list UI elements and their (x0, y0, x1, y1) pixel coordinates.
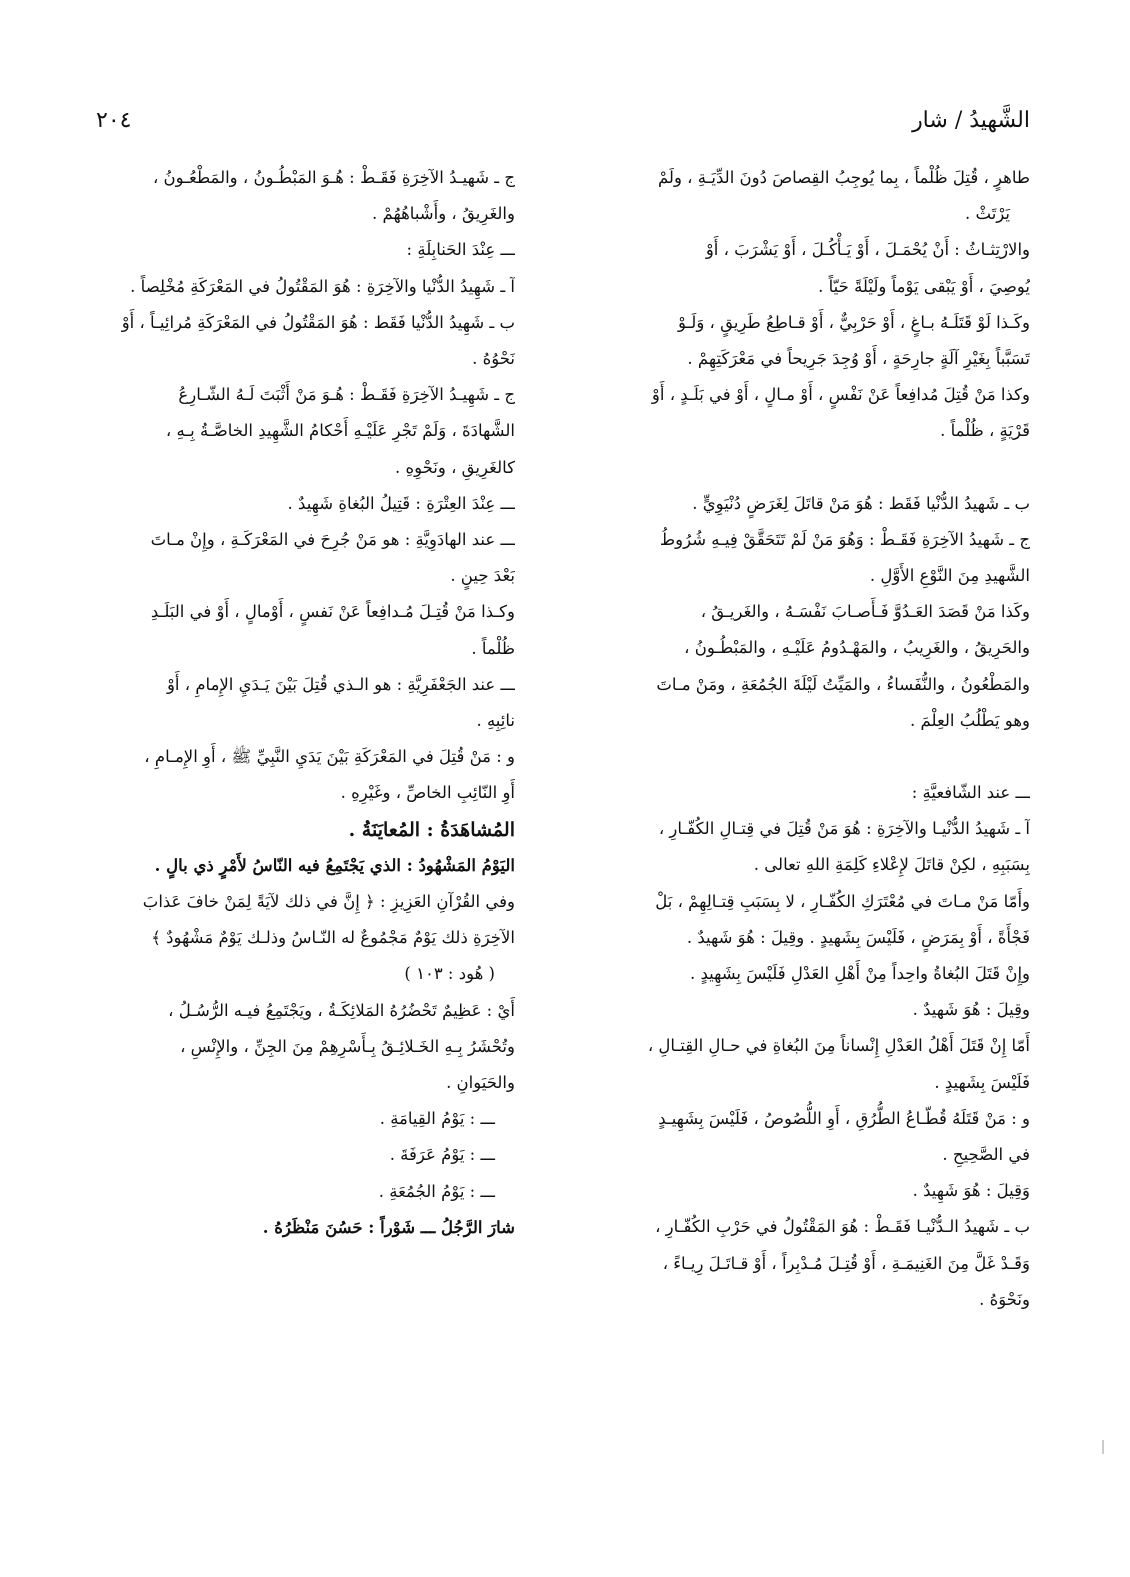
text-line: آ ـ شَهِيدُ الدُّنْيا والآخِرَةِ : هُوَ المَقْتُولُ في المَعْرَكَةِ مُخْلِصاً . (130, 276, 515, 296)
section-heading: ـــ عِنْدَ العِتْرَةِ : قَتِيلُ البُغاةِ شَهِيدٌ . (287, 493, 515, 513)
text-line: وتُحْشَرُ بِـهِ الخَـلائِـقُ بِـأَسْرِهِمْ مِنَ الجِنِّ ، والإِنْسِ ، (180, 1036, 515, 1056)
section-heading: ـــ عند الجَعْفَرِيَّةِ : هو الـذي قُتِلَ بَيْنَ يَـدَيِ الإِمامِ ، أَوْ (166, 674, 515, 694)
section-heading: ـــ عند الهادَوِيَّةِ : هو مَنْ جُرِحَ في المَعْرَكَـةِ ، وإِنْ مـاتَ (150, 530, 515, 550)
text-line: وكَـذا لَوْ قَتَلَـهُ بـاغٍ ، أَوْ حَرْبِيٌّ ، أَوْ قـاطِعُ طَرِيقٍ ، وَلَـوْ (677, 312, 1030, 332)
right-column (575, 160, 1030, 1318)
text-line: قَرْيَةٍ ، ظُلْماً . (940, 421, 1030, 441)
text-line: بَعْدَ حِينٍ . (450, 566, 515, 586)
text-line: ب ـ شَهيدُ الدُّنْيا فَقَط : هُوَ مَنْ قاتَلَ لِغَرَضٍ دُنْيَوِيٍّ . (692, 493, 1030, 513)
text-line: وأَمّا مَنْ مـاتَ في مُعْتَرَكِ الكُفّـارِ ، لا بِسَبَبِ قِتـالِهِمْ ، بَلْ (655, 891, 1030, 911)
text-line: يُوصِيَ ، أَوْ يَبْقى يَوْماً ولَيْلَةً حَيّاً . (818, 276, 1030, 296)
text-line: أَوِ النّائِبِ الخاصِّ ، وغَيْرِهِ . (340, 783, 515, 803)
text-line: والارْتِثـاثُ : أَنْ يُحْمَـلَ ، أَوْ يَـأْكُـلَ ، أَوْ يَشْرَبَ ، أَوْ (705, 240, 1030, 260)
scan-mark (1102, 1440, 1104, 1454)
text-line: تَسَبَّباً بِغَيْرِ آلَةٍ جارِحَةٍ ، أَوْ وُجِدَ جَرِيحاً في مَعْرَكَتِهِمْ . (687, 349, 1030, 369)
text-line: ج ـ شَهيدُ الآخِرَةِ فَقَـطْ : وَهُوَ مَنْ لَمْ تَتَحَقَّقْ فِيـهِ شُرُوطُ (659, 529, 1030, 549)
entry-headword: المُشاهَدَةُ : المُعايَنَةُ . (348, 818, 515, 841)
text-line: ـــ : يَوْمُ الجُمُعَةِ . (378, 1181, 495, 1201)
text-line: وَقِيلَ : هُوَ شَهِيدٌ . (912, 1181, 1030, 1201)
text-line: ـــ : يَوْمُ القِيامَةِ . (379, 1109, 495, 1129)
text-line: فَجْأَةً ، أَوْ بِمَرَضٍ ، فَلَيْسَ بِشَهيدٍ . وقِيلَ : هُوَ شَهيدٌ . (686, 927, 1030, 947)
text-line: بِسَبَبِهِ ، لكِنْ قاتَلَ لإِعْلاءِ كَلِمَةِ اللهِ تعالى . (753, 855, 1030, 875)
text-line: الشَّهيدِ مِنَ النَّوْعِ الأَوَّلِ . (869, 566, 1030, 586)
section-heading: ـــ عند الشّافعيَّةِ : (911, 783, 1030, 803)
text-line: والمَطْعُونُ ، والنُّفَساءُ ، والمَيِّتُ لَيْلَةَ الجُمُعَةِ ، ومَنْ مـاتَ (656, 674, 1030, 694)
text-line: و : مَنْ قَتَلَهُ قُطّـاعُ الطُّرُقِ ، أَوِ اللُّصُوصُ ، فَلَيْسَ بِشَهِيـدٍ (658, 1108, 1030, 1128)
text-line: الآخِرَةِ ذلك يَوْمٌ مَجْمُوعٌ له النّـاسُ وذلـك يَوْمٌ مَشْهُودٌ ﴾ (151, 928, 515, 948)
text-line: يَرْتَثْ . (965, 204, 1010, 224)
text-line: فَلَيْسَ بِشَهيدٍ . (934, 1072, 1030, 1092)
text-line: ج ـ شَهيـدُ الآخِرَةِ فَقَـطْ : هُـوَ المَبْطُـونُ ، والمَطْعُـونُ ، (152, 168, 515, 187)
text-line: طاهرٍ ، قُتِلَ ظُلْماً ، بِما يُوجِبُ القِصاصَ دُونَ الدِّيَـةِ ، ولَمْ (657, 168, 1030, 187)
page-number: ٢٠٤ (96, 108, 132, 133)
text-line: في الصَّحِيحِ . (942, 1145, 1030, 1165)
text-line: وكَذا مَنْ قَصَدَ العَـدُوَّ فَـأَصـابَ نَفْسَـهُ ، والغَريـقُ ، (700, 602, 1030, 622)
text-line: وكذا مَنْ قُتِلَ مُدافِعاً عَنْ نَفْسٍ ، أَوْ مـالٍ ، أَوْ في بَلَـدٍ ، أَوْ (651, 385, 1030, 405)
text-line: ونَحْوَهُ . (979, 1289, 1030, 1309)
text-line: الشَّهادَةَ ، وَلَمْ تَجْرِ عَلَيْـهِ أَحْكامُ الشَّهِيدِ الخاصَّـةُ بِـهِ ، (165, 421, 515, 441)
text-line: أَيْ : عَظِيمٌ تَحْضُرُهُ المَلائِكَـةُ ، ويَجْتَمِعُ فيـه الرُّسُـلُ ، (168, 1000, 515, 1020)
verse-reference: ( هُود : ١٠٣ ) (404, 964, 495, 984)
page-header-right: الشَّهيدُ / شار (912, 108, 1030, 133)
text-line: والحَيَوانِ . (446, 1073, 515, 1093)
text-line: و : مَنْ قُتِلَ في المَعْرَكَةِ بَيْنَ يَدَيِ النَّبِيِّ ﷺ ، أَوِ الإِمـامِ ، (144, 747, 515, 767)
text-line: أَمّا إِنْ قَتَلَ أَهْلُ العَدْلِ إِنْساناً مِنَ البُغاةِ في حـالِ القِتـالِ ، (647, 1036, 1030, 1056)
text-line: ج ـ شَهِيـدُ الآخِرَةِ فَقَـطْ : هُـوَ مَنْ أَثْبَتَ لَـهُ الشّـارِعُ (178, 385, 515, 405)
text-line: ـــ : يَوْمُ عَرَفَةَ . (389, 1145, 495, 1165)
text-line: نائِبِهِ . (476, 711, 515, 731)
left-column (60, 160, 515, 1246)
text-line: كالغَرِيقِ ، ونَحْوِهِ . (394, 457, 515, 477)
text-line: والحَرِيقُ ، والغَرِيبُ ، والمَهْـدُومُ عَلَيْـهِ ، والمَبْطُـونُ ، (684, 638, 1030, 658)
entry-headword: شارَ الرَّجُلُ ـــ شَوْراً : حَسُنَ مَنْظَرُهُ . (262, 1217, 515, 1237)
text-line: ب ـ شَهيدُ الـدُّنْيـا فَقَـطْ : هُوَ المَقْتُولُ في حَرْبِ الكُفّـارِ ، (655, 1217, 1030, 1237)
entry-headword: اليَوْمُ المَشْهُودُ : الذي يَجْتَمِعُ فيه النّاسُ لأَمْرٍ ذي بالٍ . (154, 855, 515, 875)
text-line: وَقَـدْ غَلَّ مِنَ الغَنِيمَـةِ ، أَوْ قُتِـلَ مُـدْبِراً ، أَوْ قـاتَـلَ رِيـاءً ، (662, 1253, 1030, 1273)
text-line: وفي القُرْآنِ العَزِيزِ : ﴿ إِنَّ في ذلك لآيَةً لِمَنْ خافَ عَذابَ (142, 892, 515, 912)
text-line: نَحْوُهُ . (472, 349, 515, 369)
text-line: ب ـ شَهِيدُ الدُّنْيا فَقَط : هُوَ المَقْتُولُ في المَعْرَكَةِ مُرائِيـاً ، أَوْ (121, 312, 515, 332)
text-line: وإِنْ قَتَلَ البُغاةُ واحِداً مِنْ أَهْلِ العَدْلِ فَلَيْسَ بِشَهِيدٍ . (689, 964, 1030, 984)
text-line: وكـذا مَنْ قُتِـلَ مُـدافِعاً عَنْ نَفسٍ ، أَوْمالٍ ، أَوْ في البَلَـدِ (150, 602, 515, 622)
text-line: والغَرِيقُ ، وأَشْباهُهُمْ . (372, 204, 515, 224)
text-line: وقِيلَ : هُوَ شَهيدٌ . (912, 1000, 1030, 1020)
text-line: آ ـ شَهيدُ الدُّنْيـا والآخِرَةِ : هُوَ مَنْ قُتِلَ في قِتـالِ الكُفّـارِ ، (658, 819, 1030, 839)
section-heading: ـــ عِنْدَ الحَنابِلَةِ : (406, 240, 515, 260)
text-line: ظُلْماً . (471, 638, 515, 658)
text-line: وهو يَطْلُبُ العِلْمَ . (910, 710, 1030, 730)
